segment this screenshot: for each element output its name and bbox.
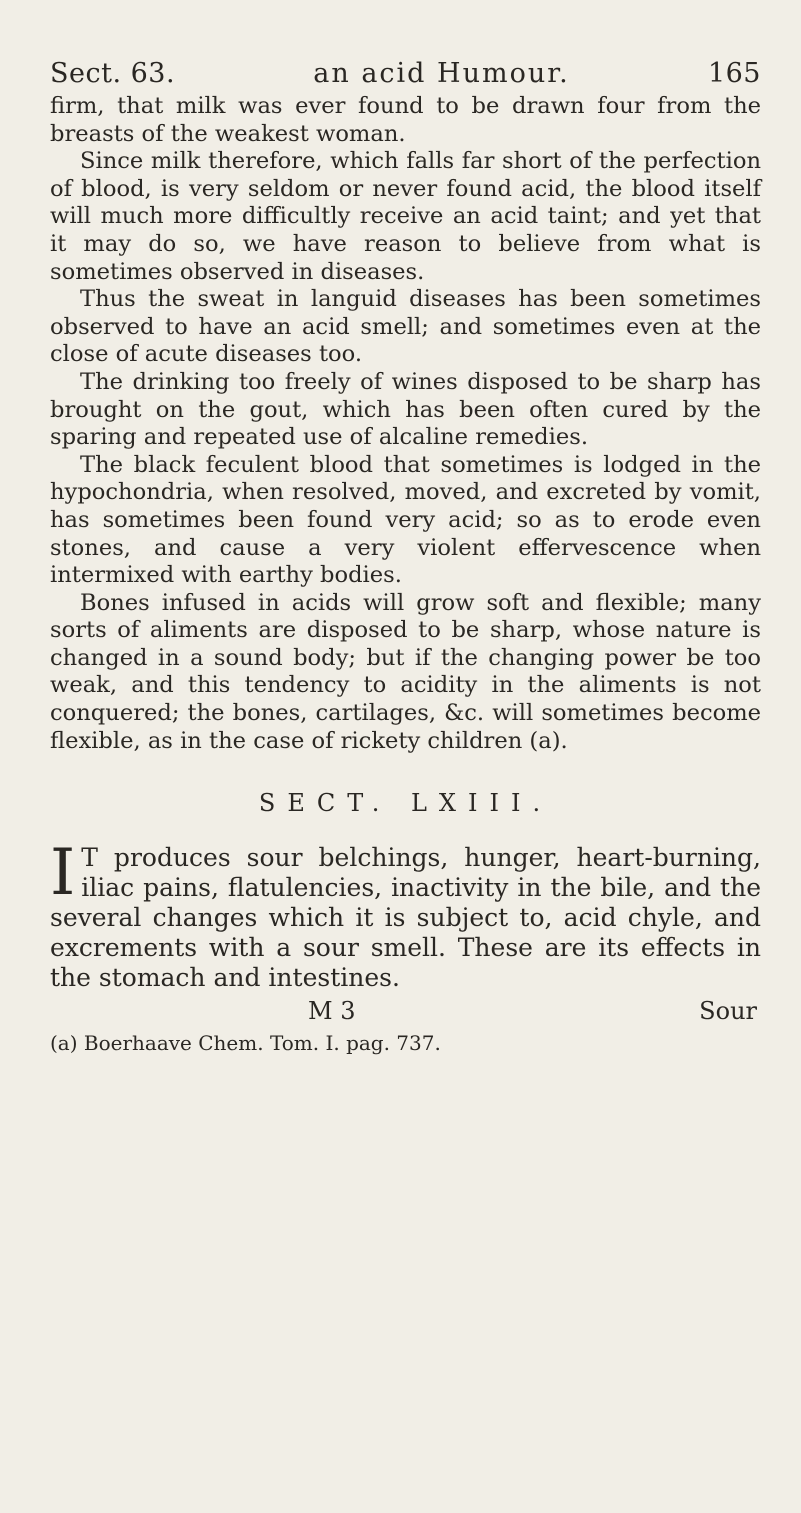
paragraph: Thus the sweat in languid diseases has been sometimes observed to have an acid smell; and sometimes even at the close of acute diseases too. xyxy=(50,286,761,368)
paragraph: Since milk therefore, which falls far short of the perfection of blood, is very seldom or never found acid, the blood itself will much more difficultly receive an acid taint; and yet that it may do so, we have reason to believe from what is sometimes observed in diseases. xyxy=(50,148,761,285)
footnote: (a) Boerhaave Chem. Tom. I. pag. 737. xyxy=(50,1031,441,1056)
paragraph: The drinking too freely of wines disposed to be sharp has brought on the gout, which has been often cured by the sparing and repeated use of alcaline remedies. xyxy=(50,368,761,451)
opening-text: T produces sour belchings, hunger, heart-burning, iliac pains, flatulencies, inactivity in the bile, and the several changes which it is subject to, acid chyle, and excrements with a sour smell. These are its effects in the stomach and intestines. xyxy=(50,843,761,993)
body-text xyxy=(50,93,761,755)
paragraph: The black feculent blood that sometimes is lodged in the hypochondria, when resolved, moved, and excreted by vomit, has sometimes been found very acid; so as to erode even stones, and cause a very violent effervescence when intermixed with earthy bodies. xyxy=(50,451,761,589)
paragraph: Bones infused in acids will grow soft and flexible; many sorts of aliments are disposed to be sharp, whose nature is changed in a sound body; but if the changing power be too weak, and this tendency to acidity in the aliments is not conquered; the bones, cartilages, &c. will sometimes become flexible, as in the case of rickety children (a). xyxy=(50,589,761,754)
section-heading: SECT. LXIII. xyxy=(258,789,553,818)
running-title: an acid Humour. xyxy=(313,58,570,89)
catchword: Sour xyxy=(699,997,757,1026)
opening-paragraph xyxy=(50,836,761,993)
section-ref: Sect. 63. xyxy=(50,58,176,89)
drop-cap: I xyxy=(50,836,76,911)
signature-mark: M 3 xyxy=(308,997,356,1026)
paragraph: firm, that milk was ever found to be drawn four from the breasts of the weakest woman. xyxy=(50,93,761,147)
page-number: 165 xyxy=(707,58,761,89)
page-footer xyxy=(50,997,761,1025)
running-head xyxy=(50,58,761,89)
